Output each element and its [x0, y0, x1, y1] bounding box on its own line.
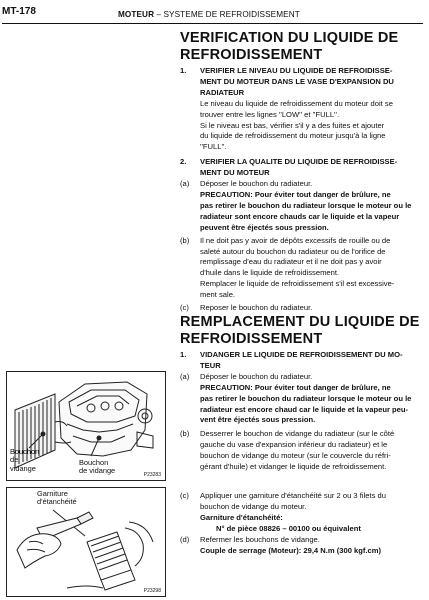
s2-torque-spec: Couple de serrage (Moteur): 29,4 N.m (300 kgf.cm): [200, 545, 382, 555]
s2-sub-c: [180, 491, 420, 535]
s1-precaution: radiateur sont encore chauds car le liquide et la vapeur: [200, 211, 400, 221]
fig2-label-sealant: [37, 490, 77, 507]
s2-sub-d-label: (d): [180, 534, 190, 544]
s2-part-number: N° de pièce 08826 – 00100 ou équivalent: [216, 523, 361, 533]
fig2-code: P23298: [143, 588, 161, 594]
s1-step1-heading: RADIATEUR: [200, 87, 245, 97]
s2-sub-b-text: gérant d'huile) et vidanger le liquide de refroidissement.: [200, 462, 387, 472]
s1-sub-b-text: saleté autour du bouchon du radiateur ou de l'orifice de: [200, 246, 386, 256]
s1-step1-text: ''FULL''.: [200, 142, 227, 152]
engine-drain-plug-figure: [6, 371, 166, 481]
s1-sub-b: [180, 236, 420, 301]
section2-title-line1: REMPLACEMENT DU LIQUIDE DE: [180, 314, 420, 330]
s2-precaution: pas retirer le bouchon du radiateur lorsque le moteur ou le: [200, 393, 412, 403]
s2-sub-b: [180, 429, 420, 473]
s1-step1-text: Le niveau du liquide de refroidissement du moteur doit se: [200, 98, 393, 108]
s1-sub-a-text: Déposer le bouchon du radiateur.: [200, 179, 313, 189]
s2-sub-d: [180, 535, 420, 557]
s2-sub-c-text: bouchon de vidange du moteur.: [200, 501, 307, 511]
s2-seal-label: Garniture d'étanchéité:: [200, 512, 283, 522]
s1-sub-b-text: d'huile dans le liquide de refroidissement.: [200, 268, 340, 278]
s2-sub-a-label: (a): [180, 371, 190, 381]
fig1-label-line: Bouchon: [10, 447, 40, 456]
s1-precaution: PRECAUTION: Pour éviter tout danger de brûlure, ne: [200, 189, 391, 199]
s1-sub-b-text: remplissage d'eau du radiateur et il ne doit pas y avoir: [200, 257, 382, 267]
s1-step2: [180, 157, 420, 179]
fig1-label-engine-drain: [79, 459, 115, 476]
s2-sub-b-label: (b): [180, 429, 190, 439]
chapter-name: MOTEUR: [118, 10, 155, 19]
s2-sub-a-text: Déposer le bouchon du radiateur.: [200, 371, 313, 381]
s2-step1-heading: TEUR: [200, 360, 221, 370]
section2-body-bottom: [180, 491, 420, 556]
s1-sub-b-text: Il ne doit pas y avoir de dépôts excessifs de rouille ou de: [200, 235, 391, 245]
s2-step1: [180, 350, 420, 372]
fig1-label-radiator-drain: [10, 448, 39, 473]
s2-precaution: vent être éjectés sous pression.: [200, 415, 316, 425]
s2-precaution: PRECAUTION: Pour éviter tout danger de brûlure, ne: [200, 382, 391, 392]
s1-sub-a: [180, 179, 420, 234]
s2-sub-b-text: gauche du vase d'expansion inférieur du radiateur) et le: [200, 440, 388, 450]
s1-sub-c: [180, 303, 420, 314]
fig1-label-line: vidange: [10, 463, 36, 473]
s1-step1-text: Si le niveau est bas, vérifier s'il y a des fuites et ajouter: [200, 120, 385, 130]
s1-step1-heading: MENT DU MOTEUR DANS LE VASE D'EXPANSION DU: [200, 76, 394, 86]
fig1-code: P23283: [143, 472, 161, 478]
section-name: SYSTEME DE REFROIDISSEMENT: [163, 10, 300, 19]
s2-sub-b-text: Desserrer le bouchon de vidange du radiateur (sur le côté: [200, 429, 395, 439]
s2-sub-d-text: Refermer les bouchons de vidange.: [200, 534, 320, 544]
fig1-label-line: Bouchon: [79, 458, 109, 467]
section1-title-line1: VERIFICATION DU LIQUIDE DE: [180, 30, 399, 46]
s1-sub-a-label: (a): [180, 179, 190, 189]
section2-body-top: [180, 350, 420, 473]
fig1-label-line: de: [10, 455, 19, 465]
s1-precaution: pas retirer le bouchon du radiateur lorsque le moteur ou le: [200, 200, 412, 210]
s1-step1-text: du liquide de refroidissement du moteur jusqu'à la ligne: [200, 131, 386, 141]
s1-sub-c-label: (c): [180, 303, 189, 313]
section2-title: [180, 314, 420, 348]
s2-sub-c-label: (c): [180, 491, 189, 500]
s2-step1-number: 1.: [180, 350, 187, 359]
section1-title: [180, 30, 398, 64]
s1-step1-heading: VERIFIER LE NIVEAU DU LIQUIDE DE REFROIDISSE-: [200, 66, 393, 75]
s2-sub-b-text: bouchon de vidange du moteur (sur le couvercle du réfri-: [200, 451, 391, 461]
sealant-illustration: [7, 488, 165, 596]
s1-sub-b-label: (b): [180, 235, 190, 245]
s2-sub-c-text: Appliquer une garniture d'étanchéité sur 2 ou 3 filets du: [200, 491, 386, 500]
section1-body: [180, 66, 420, 314]
header-rule: [2, 23, 423, 24]
header-separator: –: [156, 10, 162, 19]
s2-sub-a: [180, 372, 420, 427]
section1-title-line2: REFROIDISSEMENT: [180, 47, 323, 63]
fig1-label-line: de vidange: [79, 466, 116, 476]
s2-step1-heading: VIDANGER LE LIQUIDE DE REFROIDISSEMENT DU MO-: [200, 350, 403, 359]
s1-step1-text: trouver entre les lignes ''LOW'' et ''FULL''.: [200, 109, 340, 119]
section2-title-line2: REFROIDISSEMENT: [180, 331, 323, 347]
page-number: MT-178: [2, 6, 36, 17]
s1-step1-number: 1.: [180, 66, 187, 75]
fig2-label-line: d'étanchéité: [37, 497, 77, 507]
fig2-label-line: Garniture: [37, 489, 68, 498]
s1-sub-b-text: Remplacer le liquide de refroidissement s'il est excessive-: [200, 279, 395, 289]
s1-sub-c-text: Reposer le bouchon du radiateur.: [200, 303, 313, 313]
s1-precaution: peuvent être éjectés sous pression.: [200, 222, 329, 232]
s1-step2-heading: MENT DU MOTEUR: [200, 168, 270, 178]
s1-step1: [180, 66, 420, 153]
s2-precaution: radiateur est encore chaud car le liquide et la vapeur peu-: [200, 404, 409, 414]
s1-step2-heading: VERIFIER LA QUALITE DU LIQUIDE DE REFROIDISSE-: [200, 157, 398, 167]
sealant-application-figure: [6, 487, 166, 597]
s1-sub-b-text: ment sale.: [200, 290, 236, 300]
s1-step2-number: 2.: [180, 157, 187, 167]
running-header: [118, 10, 300, 19]
